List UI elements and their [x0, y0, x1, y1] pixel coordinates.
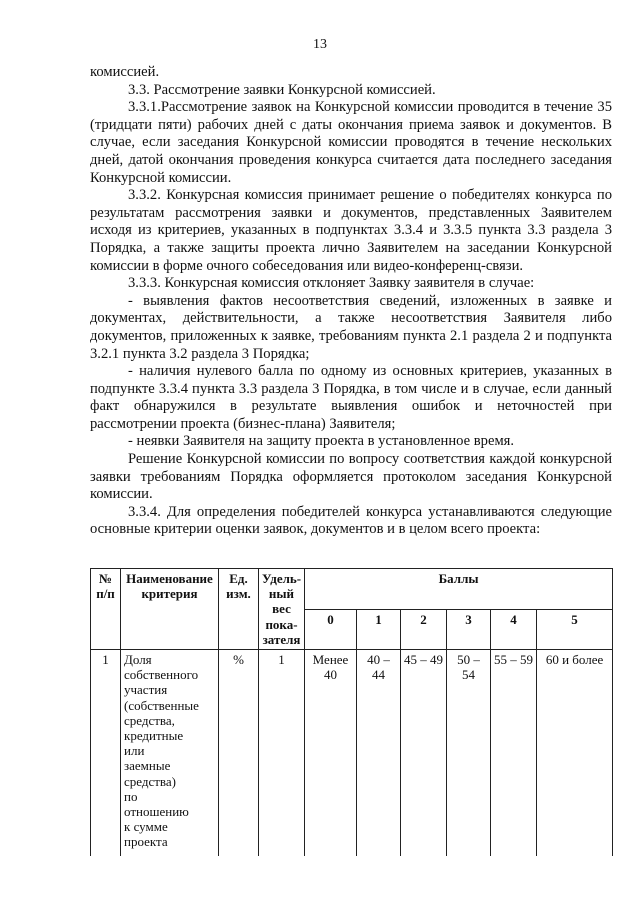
- criterion-line: проекта: [124, 834, 168, 850]
- body-text: [90, 64, 612, 539]
- header-scores: Баллы: [305, 569, 613, 610]
- row-criterion-name: [121, 650, 219, 857]
- header-unit: Ед. изм.: [219, 569, 259, 650]
- score-value-5: 60 и более: [537, 650, 613, 857]
- score-value-2: 45 – 49: [401, 650, 447, 857]
- score-value-4: 55 – 59: [491, 650, 537, 857]
- criterion-line: средства): [124, 773, 176, 789]
- paragraph-continuation: комиссией.: [90, 64, 160, 80]
- score-col-5: 5: [537, 609, 613, 650]
- criterion-line: собственного: [124, 667, 199, 683]
- criterion-line: кредитные: [124, 728, 184, 744]
- score-col-4: 4: [491, 609, 537, 650]
- criterion-line: или заемные: [124, 743, 171, 774]
- criterion-line: к сумме: [124, 819, 168, 835]
- criterion-line: участия: [124, 682, 168, 698]
- score-value-0: Менее 40: [305, 650, 357, 857]
- score-col-0: 0: [305, 609, 357, 650]
- row-weight: 1: [259, 650, 305, 857]
- score-col-3: 3: [447, 609, 491, 650]
- criterion-line: по отношению: [124, 788, 189, 820]
- row-num: 1: [91, 650, 121, 857]
- row-unit: %: [219, 650, 259, 857]
- paragraph-3-3-4: 3.3.4. Для определения победителей конкурса устанавливаются следующие основные критерии оценки заявок, документов и в целом всего проекта:: [90, 503, 612, 538]
- table-header-row: [91, 569, 613, 610]
- criterion-line: средства,: [124, 712, 175, 728]
- paragraph-3-3-2: 3.3.2. Конкурсная комиссия принимает решение о победителях конкурса по результатам рассмотрения заявки и документов, представленных Заявителем исходя из критериев, указанных в подпунктах 3.3.4 и 3.3.5 пункта 3.3 раздела 3 Порядка, а также защиты проекта лично Заявителем на заседании Конкурсной комиссии в форме очного собеседования или видео-конференц-связи.: [90, 187, 612, 274]
- rejection-reason-2: - наличия нулевого балла по одному из основных критериев, указанных в подпункте 3.3.4 пункта 3.3 раздела 3 Порядка, в том числе и в случае, если данный факт обнаружился в результате выявления ошибок и неточностей при рассмотрении проекта (бизнес-плана) Заявителя;: [90, 363, 612, 432]
- score-value-1: 40 – 44: [357, 650, 401, 857]
- section-heading-3-3: 3.3. Рассмотрение заявки Конкурсной комиссией.: [128, 81, 436, 98]
- header-name: Наименование критерия: [121, 569, 219, 650]
- criteria-table: [90, 568, 613, 856]
- paragraph-3-3-1: 3.3.1.Рассмотрение заявок на Конкурсной комиссии проводится в течение 35 (тридцати пяти) рабочих дней с даты окончания приема заявок и документов. В случае, если заседания Конкурсной комиссии проводятся в течение нескольких дней, датой окончания проведения конкурса считается дата последнего заседания Конкурсной комиссии.: [90, 99, 612, 186]
- score-col-1: 1: [357, 609, 401, 650]
- table-row: [91, 650, 613, 857]
- criterion-line: Доля: [124, 652, 152, 668]
- paragraph-3-3-3: 3.3.3. Конкурсная комиссия отклоняет Заявку заявителя в случае:: [128, 275, 535, 292]
- score-value-3: 50 – 54: [447, 650, 491, 857]
- rejection-reason-3: - неявки Заявителя на защиту проекта в установленное время.: [128, 433, 515, 450]
- criterion-line: (собственные: [124, 697, 199, 713]
- header-num: № п/п: [91, 569, 121, 650]
- paragraph-decision: Решение Конкурсной комиссии по вопросу соответствия каждой конкурсной заявки требованиям Порядка оформляется протоколом заседания Конкурсной комиссии.: [90, 451, 612, 503]
- header-weight: Удель-ный вес пока-зателя: [259, 569, 305, 650]
- rejection-reason-1: - выявления фактов несоответствия сведений, изложенных в заявке и документах, действительности, а также несоответствия Заявителя либо документов, приложенных к заявке, требованиям пункта 2.1 раздела 2 и подпункта 3.2.1 пункта 3.2 раздела 3 Порядка;: [90, 292, 612, 362]
- page-number: 13: [313, 37, 327, 52]
- score-col-2: 2: [401, 609, 447, 650]
